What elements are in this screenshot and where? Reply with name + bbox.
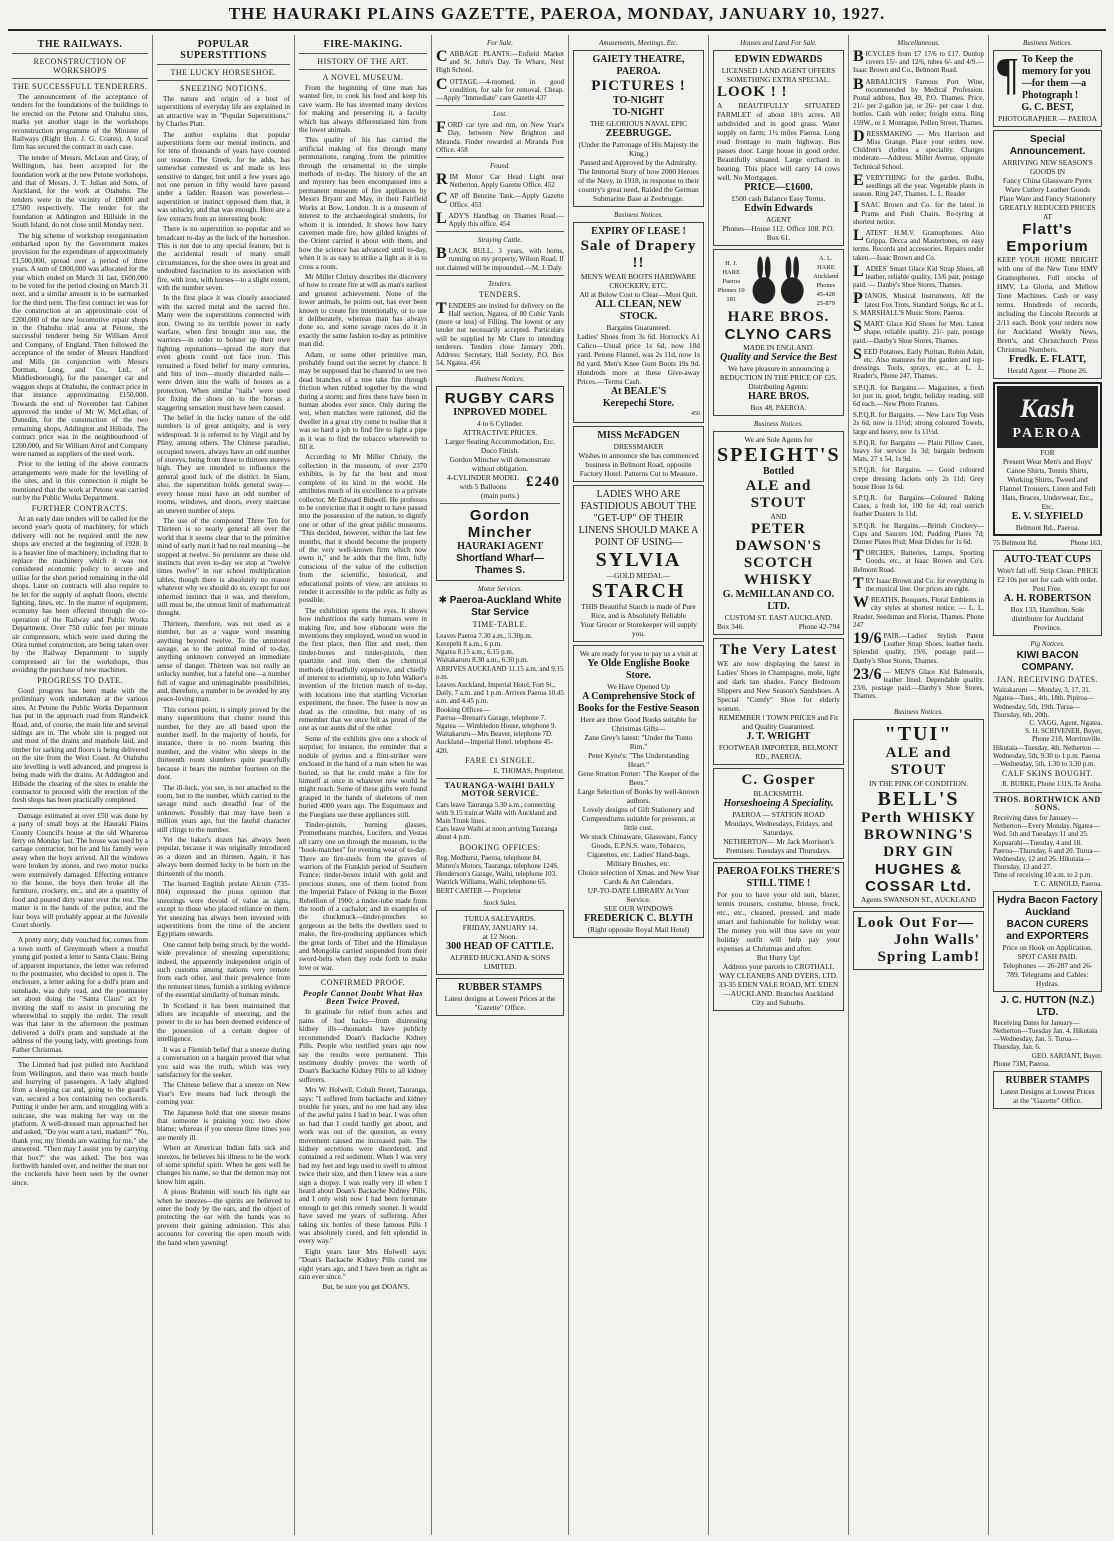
ad-ladies-shoes: LADIES' Smart Glace Kid Strap Shoes, all leather, reliable quality, 13/6 pair, postage paid. — Danby's Shoe Stores, Thames. [853,262,984,290]
ad-mens-shoes: SMART Glace Kid Shoes for Men. Latest shape, reliable quality. 21/- pair, postage paid.—Danby's Shoe Stores, Thames. [853,318,984,345]
ad-photographer: ¶ To Keep the memory for you—for them —a Photograph ! G. C. BEST, PHOTOGRAPHER — PAEROA [993,50,1102,127]
section-label: Business Notices. [754,420,803,428]
ad-torches: TORCHES, Batteries, Lamps, Sporting Goods, etc., at Isaac Brown and Co's. Belmont Road. [853,547,984,574]
tenders-heading: TENDERS. [479,289,521,299]
ad-gramophones: LATEST H.M.V. Gramophones. Also Grippa, Decca and Mastertones, on easy terms. Records and accessories. Repairs under taken.—Isaac Brown and Co. [853,227,984,262]
section-subheading: People Cannot Doubt What Has Been Twice Proved. [302,988,424,1007]
ad-balmorals: 23/6 — MEN'S Glace Kid Balmorals, leather lined. Dependable quality. 23/6, postage paid.—Danby's Shoe Stores, Thames. [853,665,984,701]
column-classifieds [432,35,569,1535]
article-title: THE RAILWAYS. [37,39,123,50]
ad-john-walls: Look Out For— John Walls' Spring Lamb! [853,911,984,970]
ad-bicycles: BICYCLES from £7 17/6 to £17. Dunlop covers 15/- and 12/6, tubes 6/- and 4/9.—Isaac Brown and Co., Belmont Road. [853,48,984,75]
column-amusements [569,35,709,1535]
ad-barbalich: BARBALICH'S Famous Port Wine, recommended by Medical Profession. Postal address, Box 49, P.O. Thames. Price, 21/- per 2-gallon jar, or 26/- per case 1 doz. bottles. Cash with order; freight extra. Ring 159W., or J. Montague, Pollen Street, Thames. [853,75,984,127]
ad-booke-store: We are ready for you to pay us a visit at Ye Olde Englishe Booke Store. We Have Opened Up A Comprehensive Stock of Books for the Festive Season Here are three Good Books suitable for Christmas Gifts— Zane Grey's latest: "Under the Tonto Rim." Peter Kyne's: "The Understanding Heart." Gene Stratton Porter: "The Keeper of the Bees." Large Selection of Books by well-known authors. Lovely designs of Gift Stationery and Compendiums suitable for presents, at little cost. We stock Chinaware, Glassware, Fancy Goods, E.P.N.S. ware, Tobacco, Cigarettes, etc. Ladies' Hand-bags. Military Brushes, etc. Choice selection of Xmas. and New Year Cards & Art Calendars. UP-TO-DATE LIBRARY At Your Service. SEE OUR WINDOWS FREDERICK C. BLYTH (Right opposite Royal Mail Hotel) [573,645,704,938]
article-title: POPULAR SUPERSTITIONS [180,39,267,61]
section-label: Business Notices. [1023,39,1072,47]
ad-spqr-4: S.P.Q.R. for Bargains. — Good coloured crepe dressing Jackets only 2s 11d; Grey house Hose 1s 6d. [853,466,984,491]
ad-wreaths: WREATHS, Bouquets, Floral Emblems in city styles at shortest notice. — L. L. Reader, Seedsman and Florist, Thames. Phone 247 [853,594,984,629]
section-label: For Sale. [486,39,514,47]
section-label: Stock Sales. [483,898,517,907]
pilcrow-icon: ¶ [997,48,1018,99]
ad-tauranga-waihi: TAURANGA-WAIHI DAILY MOTOR SERVICE. Cars leave Tauranga 5.30 a.m., connecting with 9.15 train at Waihi with Auckland and Main Trunk lines. Cars leave Waihi at noon arriving Tauranga about 4 p.m. BOOKING OFFICES: Reg. Medhurst, Paeroa, telephone 84. Munro's Motors, Tauranga, telephone 124S. Henderson's Garage, Waihi, telephone 103. Warrick Williams, Waihi, telephone 65. BERT CARTER — Proprietor [436,781,559,895]
section-label: Found. [489,162,511,171]
ad-rugby-cars: RUGBY CARS INPROVED MODEL 4 to 6 Cylinder. ATTRACTIVE PRICES. Larger Seating Accommodation, Etc. Duco Finish. Gordon Mincher will demonstrate without obligation. 4-CYLINDER MODEL with 5 Balloons £240 (main ports.) Gordon Mincher HAURAKI AGENT Shortland Wharf—Thames S. [436,386,564,581]
columns [8,35,1106,1535]
ad-kash-paeroa: Kash PAEROA FOR Present Wear Men's and Boys' Canoe Shirts, Tennis Shirts, Working Shirts, Tweed and Flannel Trousers, Linen and Felt Hats, Braces, Underwear, Etc., Etc. E. V. SLYFIELD Belmont Rd., Paeroa. [993,382,1102,536]
section-label: Miscellaneous. [897,39,940,47]
article-body: From the beginning of time man has wanted fire, to cook his food and keep his cave warm. He has invented many devices for making and preserving it, a faculty which has always differentiated him from the lower animals. This quality of his has carried the artificial making of fire through many permutations, ranging from the primitive through the ornamental to the simple methods of to-day. The history of the art and mystery has been encompassed into a permanent museum of fire appliances by Messrs Bryant and May, in their Fairfield Works at Bow, London. It is a museum of interest to the archaeological students, for whom it is intended. It shows how hairy cavemen made fire, how gilded knights of the Orient carried it about with them, and how the science has advanced until to-day, when it is as easy to strike a light as it is to cross a room. Mr Miller Christy describes the discovery of how to create fire at will as man's earliest and greatest achievement. None of the lower animals, he points out, has ever been known to create fire intentionally, or to use it deliberately, whereas man has always done so, and some savage races do it in exactly the same fashion to-day as primitive man did. Adam, or some other primitive man, probably found out the secret by chance. It may be supposed that he chanced to see two dead branches of a tree take fire through friction when rubbed together by the wind during a storm; and fires there have been in human abodes ever since. Only during the wet, when matches were rationed, did the dweller in a great city come to realise that it was so hard a job to find fire to light a pipe as it was to find the tobacco wherewith to fill it. According to Mr Miller Christy, the collection in the museum, of over 2370 exhibits, is by far the best and most complete of its kind in the world. He attributes much of its excellence to a private collector, Mr Edward Bidwell. He professes to be conviction that it ought to have passed into the possession of the nation, to dignify one or other of the great public museums. "This decided, however, within the last few months, that it should become the property of the very well-known firm which now owns it," and he adds that the firm, fully conscious of the value of the collection from the scientific, historical, and educational points of view, are anxious to render it accessible to the public as fully as possible. The exhibition opens the eyes. It shows how industrious the early humans were in making fire, and how elaborate were the inventions they employed, wood on wood in the first place, then flint and steel, then tinder-boxes and tinder-pistols, then quartzite and iron, then the chemical methods (dreadfully expensive, and chiefly of interest to scientists), up to John Walker's invention of the friction match of to-day, with locations into that startling Victorian experiment, the fusee. The fusee is now as dead as the crinoline, but many of us remember that we once felt as proud of the one as our aunts did of the other. Some of the exhibits give one a shock of surprise; for instance, the reminder that a nodule of pyrites and a flint-striker were enclosed in the hand of a man when he was buried, so that he could make a fire for himself at once in whatever new world he might reach. Some of these gifts were found grasped in the hands of skeletons of men buried 4000 years ago. The Esquimaux and the Fuegians use these appliances still. Tinder-pistols, burning glasses, Prometheans matches, Lucifers, and Vestas all carry one on through the museum, to the "book-matches" for evening wear of to-day. There are fire-steels from the graves of warriors of the Frankish period of Southern France; tinder-boxes inlaid with gold and precious stones, one of them looted from the Imperial Palace of Peking in the Boxer Rebellion of 1900; a tinder-tube made from the tooth of a cachalot; and in examples of the chuckmuck—tinder-pouches so gorgeous as the belts the dwellers used to make, the fire-producing appliances which the great lords of Tibet and the Himalayas and Mongolia carried suspended from their sword-belts when they rode forth to make love or war. CONFIRMED PROOF. People Cannot Doubt What Has Been Twice Proved. In gratitude for relief from aches and pains of bad backs—from distressing kidney ills—thousands have publicly recommended Doan's Backache Kidney Pills. People who testified years ago now say the results were permanent. This testimony doubly proves the worth of Doan's Backache Kidney Pills to all kidney sufferers. Mrs W. Holwell, Cobalt Street, Tauranga, says: "I suffered from backache and kidney trouble for years, and no one had any idea of the awful pains I had to bear. I was often so bad that I could hardly get about, and work was out of the question, as every movement caused me increased pain. The kidney secretions were disordered, and contained a red sediment. When I was very bad my feet and legs used to swell to almost twice their size, and then I knew was a sure sign a dropsy. I was really very ill when I heard about Doan's Backache Kidney Pills, and I only wish now I had been fortunate enough to get this remedy sooner. It would have saved me years of suffering. After taking six bottles of these famous Pills I was absolutely cured, and felt splendid in every way." Eight years later Mrs Holwell says: "Doan's Backache Kidney Pills cured me eight years ago, and I have been as right as rain ever since." But, be sure you get DOAN'S. [299,84,427,1292]
article-body: The nature and origin of a host of superstitions of everyday life are explained in an attractive way in "Popular Superstitions," by Charles Platt. The author explains that popular superstitions form our mental instincts, and for tens of thousands of years have counted our reason. The Greek, for he adds, has somewhat contested us and made us less sensitive to danger, but until a few years ago not one person in fifty would have passed under a ladder. Reason was powerless—superstition or instinct opposed them that, it was unlucky, and that was enough. Here are a few extracts from an interesting book: There is no superstition so popular and so broadcast to-day as the luck of the horseshoe. This is not due to any special feature, but is the accidental result of many small circumstances, for the shoe owes its great and undoubted fascination to its association with fire, with iron, with horses—to a slight extent, with the number seven. In the first place it was closely associated with the sacred metal and the sacred fire. Many were the superstitions connected with iron. Owing to its terrible power in early warfare, when first brought into use, the warriors—in order to bolster up their own fighting reputations—spread the story that even ghosts could not face iron. This remained a fixed belief for many centuries, and bits of iron—mostly discarded nails—were driven into the walls of houses as a protection. When similar "nails" were used for fixing the shoes on to the horses a staggering sensation must have been caused. The belief in the lucky nature of the odd numbers is of great antiquity, and is very widespread. It is referred to by Virgil and by Pliny, among others. The Chinese paradise, occupied towers, always have an odd number of storeys, being from three to thirteen storeys high. They are intended to influence the general good luck of the district. In Siam, also, the superstition holds general sway—every house must have an odd number of rooms, windows, and doors, every staircase an uneven number of steps. The use of the compound Three Ten for Thirteen is so nearly general all over the world that it seems clear that to the primitive mind of early man it had no real meaning—he stopped at twelve. So persistent are these old instincts that even to-day we stop at "twelve times twelve" in our school multiplication tables, though there is absolutely no reason whatever why we should do so, except for our inherited instinct that it was, and therefore, still must be, the utmost limit of mathematical thought. Thirteen, therefore, was not used as a number, but as a vague word meaning anything beyond twelve. To the untutored savage, as to the animal mind of to-day, anything unknown conveyed an immediate sense of danger. Thirteen was not really an unlucky number, but a fateful one—a number full of vague and unimaginable possibilities, and, therefore, a number to be avoided by any peace-loving man. This curious point, is simply proved by the many superstitions that cluster round this number, for they are all based upon the number itself. In the majority of hotels, for instance, there is no room bearing this number, and the visitor who sleeps in the thirteenth room slumbers quite peacefully because it bears the number fourteen on the door. The ill-luck, you see, is not attached to the room, but to the number, which carried to the savage mind such dreadful fear of the unknown. Possibly that may have been a million years ago, but the fateful character still clings to the number. Yet the baker's dozen has always been popular, because it was originally introduced as a dozen and an thirteen. Again, it has always been deemed lucky to be born on the thirteenth of the month. The learned English prelate Alcuin (735-804) expressed the pious opinion that sneezings were devoid of value as signs, except to those who placed reliance on them. Yet sneezing has always been invested with superstitions from the time of the ancient Egyptians onwards. One cannot help being struck by the world-wide prevalence of sneezing superstitions; indeed, the apparently independent origin of such customs among nations very remote from each other, and their prevalence from the remotest times, furnish a striking evidence of the essential similarity of human minds. In Scotland it has been maintained that idiots are incapable of sneezing, and the power to do so has been deemed evidence of the possession of a certain degree of intelligence. It was a Flemish belief that a sneeze during a conversation on a bargain proved that what you said was the truth, which was very satisfactory for the seeker. The Chinese believe that a sneeze on New Year's Eve means bad luck through the coming year. The Japanese hold that one sneeze means that someone is praising you; two show blame; whereas if you sneeze three times you are merely ill. When an American Indian falls sick and sneezes, he believes his illness to be the work of some spiteful spirit. When he gets well he changes his name, so that the demon may not know him again. A pious Brahmin will touch his right ear when he sneezes—the spirits are believed to enter the body by the ears, and the object of protecting the ear with the hands was to prevent their gaining admission. This also accounts for covering the open mouth with the hand when yawning! [157,95,290,1247]
hare-logo-icon [745,255,811,307]
ad-white-star: ✱ Paeroa-Auckland White Star Service TIME-TABLE. Leaves Paeroa 7.30 a.m., 5.30p.m. Kerepehi 8 a.m., 6 p.m. Ngatea 8.15 a.m., 6.15 p.m. Waitakaruru 8.30 a.m., 6.30 p.m. ARRIVES AUCKLAND 11.15 a.m. and 9.15 p.m. Leaves Auckland, Imperial Hotel, Fort St., Daily, 7 a.m. and 1 p.m. Arrives Paeroa 10.45 a.m. and 4.45 p.m. Booking Offices— Paeroa—Brenan's Garage, telephone 7. Ngatea — Wimbledon House, telephone 9. Waitakaruru—Mrs Beaver, telephone 7D. Auckland—Imperial Hotel, telephone 45-420. FARE £1 SINGLE. E. THOMAS, Proprietor. [436,595,564,775]
ad-spqr-6: S.P.Q.R. for Bargains.—British Crockery—Cups and Saucers 10d; Pudding Plates 7d; Dinner Plates 8½d; Meat Dishes for 1s 6d. [853,521,984,546]
ad-cottage: COTTAGE.—4-roomed, in good condition, for sale for removal. Cheap.—Apply "Immediate" care Gazette 437 [436,75,564,103]
ad-cap: CAP off Benzine Tank.—Apply Gazette Office. 453 [436,190,564,209]
ad-flatts-emporium: Special Announcement. ARRIVING NEW SEASON'S GOODS IN Fancy China Glassware Pyrex Ware Cutlery Leather Goods Plate Ware and Fancy Stationery GREATLY REDUCED PRICES AT Flatt's Emporium KEEP YOUR HOME BRIGHT with one of the New Tone HMV Gramophones. Full stocks of HMV, La Gloria, and Mellow Tone Machines. Cash or easy terms. Hundreds of records, including the Lincoln Records at 2/11 each. Book your orders now for Auckland Weekly News, Brett's, and Christchurch Press Christmas Numbers. Fredk. E. FLATT, Herald Agent — Phone 26. [993,130,1102,379]
section-label: Tenders. [488,279,512,288]
section-label: Motor Services. [477,585,523,594]
ad-spqr-1: S.P.Q.R. for Bargains.— Magazines, a fresh lot just in, good, bright, holiday reading, still 6d each.—New Photo Frames. [853,383,984,408]
column-business-notices: Business Notices. ¶ To Keep the memory for you—for them —a Photograph ! G. C. BEST, PHOTOGRAPHER — PAEROA Special Announcement. ARRIVING NEW SEASON'S GOODS IN Fancy China Glassware Pyrex Ware Cutlery Leather Goods Plate Ware and Fancy Stationery GREATLY REDUCED PRICES AT Flatt's Emporium KEEP YOUR HOME BRIGHT with one of the New Tone HMV Gramophones. Full stocks of HMV, La Gloria, and Mellow Tone Machines. Cash or easy terms. Hundreds of records, including the Lincoln Records at 2/11 each. Book your orders now for Auckland Weekly News, Brett's, and Christchurch Press Christmas Numbers. Fredk. E. FLATT, Herald Agent — Phone 26. Kash PAEROA FOR Present Wear Men's and Boys' Canoe Shirts, Tennis Shirts, Working Shirts, Tweed and Flannel Trousers, Linen and Felt Hats, Braces, Underwear, Etc., Etc. E. V. SLYFIELD Belmont Rd., Paeroa. 75 Belmont Rd. Phone 163. AUTO-TEAT CUPS Won't fall off. Strip Clean. PRICE £2 10s per set for cash with order. Post Free. A. H. ROBERTSON Box 133, Hamilton. Sole distributor for Auckland Province. Pig Notices. KIWI BACON COMPANY. JAN. RECEIVING DATES. Waitakaruru — Monday, 3, 17, 31. Ngatea—Tues., 4th, 18th. Pipiroa—Wednesday, 5th, 19th. Turua—Thursday, 6th, 20th. C. VAGG, Agent, Ngatea. S. H. SCRIVENER, Buyer, Phone 218, Morrinsville. Hikutaia—Tuesday, 4th. Netherton — Wednesday, 5th, 9.30 to 1 p.m. Paeroa—Wednesday, 5th, 1.30 to 3.30 p.m. CALF SKINS BOUGHT. R. BURKE, Phone 131S, Te Aroha. THOS. BORTHWICK AND SONS. Receiving dates for January— Netherton—Every Monday. Ngatea—Wed. 5th and Tuesdays 11 and 25. Kopuarahi—Tuesday, 4 and 18. Paeroa—Thursday, 6 and 20. Turua—Wednesday, 12 and 26. Hikutaia—Thursday, 13 and 27. Time of receiving 10 a.m. to 2 p.m. T. C. ARNOLD, Paeroa. Hydra Bacon Factory Auckland BACON CURERS and EXPORTERS Price on Hook on Application. SPOT CASH PAID. Telephones — 26-287 and 26-789. Telegrams and Cables: Hydras. J. C. HUTTON (N.Z.) LTD. Receiving Dates for January— Netherton—Tuesday Jan. 4. Hikutaia—Wednesday, Jan. 5. Turua—Thursday, Jan. 6. GEO. SARJANT, Buyer. Phone 73M, Paeroa. RUBBER STAMPS Latest Designs at Lowest Prices at the "Gazette" Office. [989,35,1106,1535]
ad-rubber-stamps: RUBBER STAMPS Latest designs at Lowest Prices at the "Gazette" Office. [436,978,564,1016]
column-railways [8,35,153,1535]
ad-pianos: PIANOS, Musical Instruments, All the latest Fox Trots, Standard Songs, &c at L. S. MARSHALL'S Music Store, Paeroa. [853,290,984,317]
ad-seed-potatoes: SEED Potatoes, Early Puritan, Robin Adair, etc. Also manures for the garden and top-dressings. Tools, sprays, etc., at L. L. Reader's, Phone 247, Thames. [853,345,984,381]
section-label: Amusements, Meetings, Etc. [599,39,678,47]
ad-spqr-5: S.P.Q.R. for Bargains—Coloured Baking Cases, a fresh lot, 100 for 4d; real ostrich feather Dusters 1s 11d. [853,493,984,519]
ad-gosper: C. Gosper BLACKSMITH. Horseshoeing A Speciality. PAEROA — STATION ROAD Mondays, Wednesdays, Fridays, and Saturdays. NETHERTON— Mr Jack Morrison's Premises: Tuesdays and Thursdays. [713,768,844,859]
article-subtitle: HISTORY OF THE ART. [317,57,409,66]
ad-crothall-cleaners: PAEROA FOLKS THERE'S STILL TIME ! For you to have your old suit, blazer, tennis trousers, costume, blouse, frock, etc., etc., cleaned, pressed, and made smart and fashionable for holiday wear. The money you will thus save on your holiday outfit will help pay your expenses at Christmas and after. But Hurry Up! Address your parcels to CROTHALL WAY CLEANERS AND DYERS, LTD. 33-35 EDEN VALE ROAD, MT. EDEN—AUCKLAND. Branches Auckland City and Suburbs. [713,862,844,1011]
ad-auto-teat: AUTO-TEAT CUPS Won't fall off. Strip Clean. PRICE £2 10s per set for cash with order. Post Free. A. H. ROBERTSON Box 133, Hamilton. Sole distributor for Auckland Province. [993,550,1102,636]
star-icon: ✱ [438,595,447,607]
ad-edwin-edwards: EDWIN EDWARDS LICENSED LAND AGENT OFFERS SOMETHING EXTRA SPECIAL. LOOK ! ! A BEAUTIFULLY SITUATED FARMLET of about 18½ acres. All subdivided and in good grass. Water supply on farm; 1½ miles Paeroa. Long road frontage to main highway. Bus passes door. Large house in good order. Beautifully situated. Large orchard in bearing. This place will carry 14 cows well. No Mortgages. PRICE—£1600. £500 cash Balance Easy Terms. Edwin Edwards AGENT Phones—House 112. Office 108. P.O. Box 61. [713,50,844,246]
ad-handbag: LADY'S Handbag on Thames Road.—Apply this office. 454 [436,209,564,229]
ad-musical: TRY Isaac Brown and Co. for everything in the musical line. Our prices are right. [853,574,984,593]
column-miscellaneous [849,35,989,1535]
ad-spqr-2: S.P.Q.R. for Bargains. — New Lace Top Vests 2s 6d, now is 11½d; strong coloured Towels, large and heavy, now 1s 11½d. [853,411,984,436]
column-houses-land [709,35,849,1535]
article-subheading: SNEEZING NOTIONS. [180,84,267,93]
section-label: Business Notices. [475,375,525,384]
section-heading: FURTHER CONTRACTS. [31,503,129,513]
section-label: Pig Notices. [1030,640,1065,648]
column-superstitions [153,35,295,1535]
section-label: Straying Cattle. [477,236,523,245]
ad-sylvia-starch: LADIES WHO ARE FASTIDIOUS ABOUT THE "GET-UP" OF THEIR LINENS SHOULD MAKE A POINT OF USING— SYLVIA —GOLD MEDAL— STARCH THIS Beautiful Starch is made of Pure Rice, and is Absolutely Reliable Your Grocer or Storekeeper will supply you. [573,485,704,642]
ad-prams: ISAAC Brown and Co. for the latest in Prams and Push Chairs. Re-tyring at shortest notice. [853,199,984,226]
ad-tui-bells: "TUI" ALE and STOUT IN THE PINK OF CONDITION. BELL'S Perth WHISKY BROWNING'S DRY GIN HUGHES & COSSAR Ltd. Agents SWANSON ST., AUCKLAND [853,719,984,908]
masthead: THE HAURAKI PLAINS GAZETTE, PAEROA, MONDAY, JANUARY 10, 1927. [8,4,1106,31]
ad-beale-drapery: EXPIRY OF LEASE ! Sale of Drapery !! MEN'S WEAR BOOTS HARDWARE CROCKERY, ETC. All at Below Cost to Clear—Must Quit. ALL CLEAN, NEW STOCK. Bargains Guaranteed. Ladies' Shoes from 3s 6d. Horrock's A1 Calico—Usual price 1s 6d, now 10d yard. Petone Flannel, was 2s 11d, now 1s 8d yard. Men's Knee Gum Boots 19s 9d. Hundreds more at these Give-away Prices.—Terms Cash. At BEALE'S Kerepechi Store. 450 [573,222,704,423]
ad-patent-shoes: 19/6 PAIR.—Ladies' Stylish Patent Leather Strap Shoes, leather heels. Splendid quality, 19/6, postage paid.—Danby's Shoe Stores, Thames. [853,630,984,665]
article-title: FIRE-MAKING. [323,39,403,50]
ad-hare-bros: H. J. HARE Paeroa Phones 10 181 A. L. HARE Auckland Phones 45-428 25-879 HARE BROS. CLYNO CARS MADE IN ENGLAND. Quality and Service the Best We have pleasure in announcing a REDUCTION IN THE PRICE OF £25. Distributing Agents: HARE BROS. Box 48, PAEROA. [713,249,844,416]
ad-ford-tyre: FORD car tyre and rim, on New Year's Day, between New Brighton and Miranda. Finder rewarded at Miranda Post Office. 458 [436,119,564,154]
article-subtitle: RECONSTRUCTION OF WORKSHOPS [33,57,127,75]
ad-mcfadgen: MISS McFADGEN DRESSMAKER Wishes to announce she has commenced business in Belmont Road, opposite Factory Hotel. Patterns Cut to Measure. [573,426,704,482]
ad-hutton: J. C. HUTTON (N.Z.) LTD. Receiving Dates for January— Netherton—Tuesday Jan. 4. Hikutaia—Wednesday, Jan. 5. Turua—Thursday, Jan. 6. GEO. SARJANT, Buyer. Phone 73M, Paeroa. [993,994,1102,1068]
article-subheading: THE SUCCESSFULL TENDERERS. [12,82,148,91]
ad-gaiety-theatre: GAIETY THEATRE, PAEROA. PICTURES ! TO-NIGHT TO-NIGHT THE GLORIOUS NAVAL EPIC ZEEBRUGGE. (Under the Patronage of His Majesty the King.) Passed and Approved by the Admiralty. The Immortal Story of how 2000 Heroes of the Navy, in 1918, in response to their country's great need, Raided the German Submarine Base at Zeebrugge. [573,50,704,207]
article-subtitle: THE LUCKY HORSESHOE. [170,68,277,77]
ad-black-bull: BLACK BULL, 3 years, with horns, running on my property, Wilson Road. If not claimed will be impounded.—M. J. Daly. [436,245,564,272]
ad-borthwick: THOS. BORTHWICK AND SONS. Receiving dates for January— Netherton—Every Monday. Ngatea—Wed. 5th and Tuesdays 11 and 25. Kopuarahi—Tuesday, 4 and 18. Paeroa—Thursday, 6 and 20. Turua—Wednesday, 12 and 26. Hikutaia—Thursday, 13 and 27. Time of receiving 10 a.m. to 2 p.m. T. C. ARNOLD, Paeroa. [993,794,1102,888]
section-label: Business Notices. [614,211,663,219]
article-body: The announcement of the acceptance of tenders for the foundations of the buildings to be erected on the Petone and Otahuhu sites, marks yet another stage in the workshops reconstruction programme of the Minister of Railways (Right Hon. J. G. Coates). A local firm has secured the contract in each case. The tender of Messrs. McLean and Gray, of Wellington, has been accepted for the foundation work at the new Petone workshops, and that of Messrs. J. T. Julian and Sons, of Auckland, for the work at Otahuhu. The tenders were in the vicinity of £8000 and £7500 respectively. The tender for the foundation at Addington and Hillside in the South Island, do not close until Monday next. The big scheme of workshop reorganisation embarked upon by the Government makes provision for the expenditure of approximately £1,500,000, spread over a period of three years. A sum of £800,000 was allocated for the year which ended on March 31 last, £600,000 to be voted for the period closing on March 31 next, and a similar amount is to be earmarked for the third term. The first contract let was for the construction at an approximate cost of £200,000 of the new locomotive repair shops in the Otahuhu trial area at Petone, the successful tenderer being Sir William Arrol and Company, of England. Then followed the acceptance of the tender of Messrs Handford and Mills (in conjunction with Messrs Dorman, Long, and Co., Ltd., of Middlesborough), for the passenger car and waggon shops at Otahuhu, the contract price in that instance approximating £150,000. Towards the end of November last Cabinet approved the tender of Mr W. McLellan, of Dunedin, for the construction of the two remaining shops, Addington and Hillside. The contract price was in the neighbourhood of £200,000, and Sir William Arrol and Company were named as suppliers of the steel work. Prior to the letting of the above contracts arrangements were made for the levelling of the sites, and in this connection it might be mentioned that the work at Petone was carried out by the Public Works Department. FURTHER CONTRACTS. At an early date tenders will be called for the second year's quota of machinery, for which delivery will not be required until the new shops are erected at the beginning of 1928. It is a heavier line of machinery, including that to replace the machinery which it was not considered economic policy to secure and utilise for the short period remaining in the old shops. Later on contracts will also require to be let for the supply of asphalt floors, electric lighting, lines, etc. In the matter of equipment, economy has been effected through the co-operation of the Railway and Public Works Department. Over 750 cubic feet per minute air compressors, which were used during the Otira tunnel construction, are being taken over by the Railway Department to supply compressed air for the workshops, thus avoiding the purchase of new machines. PROGRESS TO DATE. Good progress has been made with the preliminary work undertaken at the various sites. At Petone the Public Works Department has put in the approach road from Randwick Road, and, of course, the main line and several sidings are in. The whole site is pegged out and most of the drains and manhole laid, and timber for sarking and floors is being delivered on the site from the West Coast. At Otahuhu site levelling is well advanced, and progress is being made with the drains. At Addington and Hillside the clearing of the sites to enable the contractor to proceed with the erection of the fresh shops has been practically completed. Damage estimated at over £50 was done by a party of small boys at the Hauraki Plains County Council's house at the old Whareroa ferry on Monday last. The house was used by a cartage contractor, but he and his family were away when the boys arrived. All the windows were broken by stones, and two motor trucks were extensively damaged. Effecting entrance to the house, the boys then broke all the furniture, crockery, etc., and ate a quantity of food and poured dirty water over the rest. The matter is in the hands of the police, and the four boys will probably appear at the Juvenile Court shortly. A pretty story, duly vouched for, comes from a town north of Greymouth where a trustful young girl posted a letter to Santa Claus. Being of apparent importance, the letter was referred to the postmaster, who decided to open it. The enclosure, a letter asking for a doll's pram and sunshade, was duly read, and the postmaster set about doing the "Santa Claus" act by inviting the staff to assist in procuring the wherewithal to supply the order. The result was that later in the afternoon the postman delivered a doll's pram and sunshade at the address of the young lady, with greetings from Father Christmas. The Limited had just pulled into Auckland from Wellington, and there was much bustle and hurrying of passengers. A lady alighted from a sleeping car and, going to the guard's van, secured a box containing two cockerels. Putting it under her arm, and struggling with a suitcase, she was making her way on the platform. A well-dressed man approached her and asked, "Do you want a taxi, madam?" "No, thank you; my friends are waiting for me," she answered. "Then may I assist you by carrying that box?" she was asked. The box was forthwith handed over, and neither the man nor the cockerels have been seen by the owner since. [12,93,148,1187]
section-heading: PROGRESS TO DATE. [37,675,123,685]
ad-hydra-bacon: Hydra Bacon Factory Auckland BACON CURERS and EXPORTERS Price on Hook on Application. SPOT CASH PAID. Telephones — 26-287 and 26-789. Telegrams and Cables: Hydras. [993,891,1102,992]
ad-tenders: TENDERS are invited for delivery on the Hall section, Ngatea, of 80 Cubic Yards (more or less) of Filling. The lowest or any tender not necessarily accepted. Particulars will be supplied by Mr Clare to intending tenderers. Tenders close January 20th. Address: Secretary, Hall Society, P.O. Box 54, Ngatea. 456 [436,299,564,368]
section-heading: CONFIRMED PROOF. [320,978,406,988]
ad-dressmaking: DRESSMAKING — Mrs Harrison and Miss Grange. Place your orders now. Children's clothes a speciality. Charges moderate.—Address: Miller Avenue, opposite Technical School. [853,127,984,171]
ad-cabbage: CABBAGE PLANTS.—Enfield Market and St. John's Day. Te Whare, Next High School. [436,48,564,75]
ad-turua-saleyards: TURUA SALEYARDS. FRIDAY, JANUARY 14. at 12 Noon. 300 HEAD OF CATTLE. ALFRED BUCKLAND & SONS LIMITED. [436,910,564,975]
column-fire-making [295,35,432,1535]
ad-kiwi-bacon: KIWI BACON COMPANY. JAN. RECEIVING DATES. Waitakaruru — Monday, 3, 17, 31. Ngatea—Tues., 4th, 18th. Pipiroa—Wednesday, 5th, 19th. Turua—Thursday, 6th, 20th. C. VAGG, Agent, Ngatea. S. H. SCRIVENER, Buyer, Phone 218, Morrinsville. Hikutaia—Tuesday, 4th. Netherton — Wednesday, 5th, 9.30 to 1 p.m. Paeroa—Wednesday, 5th, 1.30 to 3.30 p.m. CALF SKINS BOUGHT. R. BURKE, Phone 131S, Te Aroha. [993,650,1102,789]
ad-speights: We are Sole Agents for SPEIGHT'S Bottled ALE and STOUT AND PETER DAWSON'S SCOTCH WHISKY G. McMILLAN AND CO. LTD. CUSTOM ST. EAST AUCKLAND. Box 346. Phone 42-794 [713,431,844,635]
ad-rubber-stamps-2: RUBBER STAMPS Latest Designs at Lowest Prices at the "Gazette" Office. [993,1071,1102,1109]
section-label: Houses and Land For Sale. [740,39,817,47]
section-label: Lost. [493,110,507,119]
ad-garden: EVERYTHING for the garden. Bulbs, seedlings all the year. Vegetable plants in season. Ring 247, Thames. L. L. Reader [853,171,984,199]
article-subheading: A NOVEL MUSEUM. [322,73,404,82]
section-label: Business Notices. [894,707,943,716]
ad-very-latest: The Very Latest WE are now displaying the latest in Ladies' Shoes in Champagne, mole, light and dark tan shades. Fancy Bedroom Slippers and New Season's Sandshoes. A Special "Comfy" Shoe for elderly women. REMEMBER ! TOWN PRICES and Fit and Quality Guaranteed. J. T. WRIGHT FOOTWEAR IMPORTER, BELMONT RD., PAEROA. [713,638,844,765]
ad-headlight: RIM Motor Car Head Light near Netherton. Apply Gazette Office. 452 [436,171,564,190]
ad-spqr-3: S.P.Q.R. for Bargains — Plain Pillow Cases, heavy for service 1s 3d; bargain bedroom Mats, 27 x 54, 1s 9d. [853,438,984,464]
